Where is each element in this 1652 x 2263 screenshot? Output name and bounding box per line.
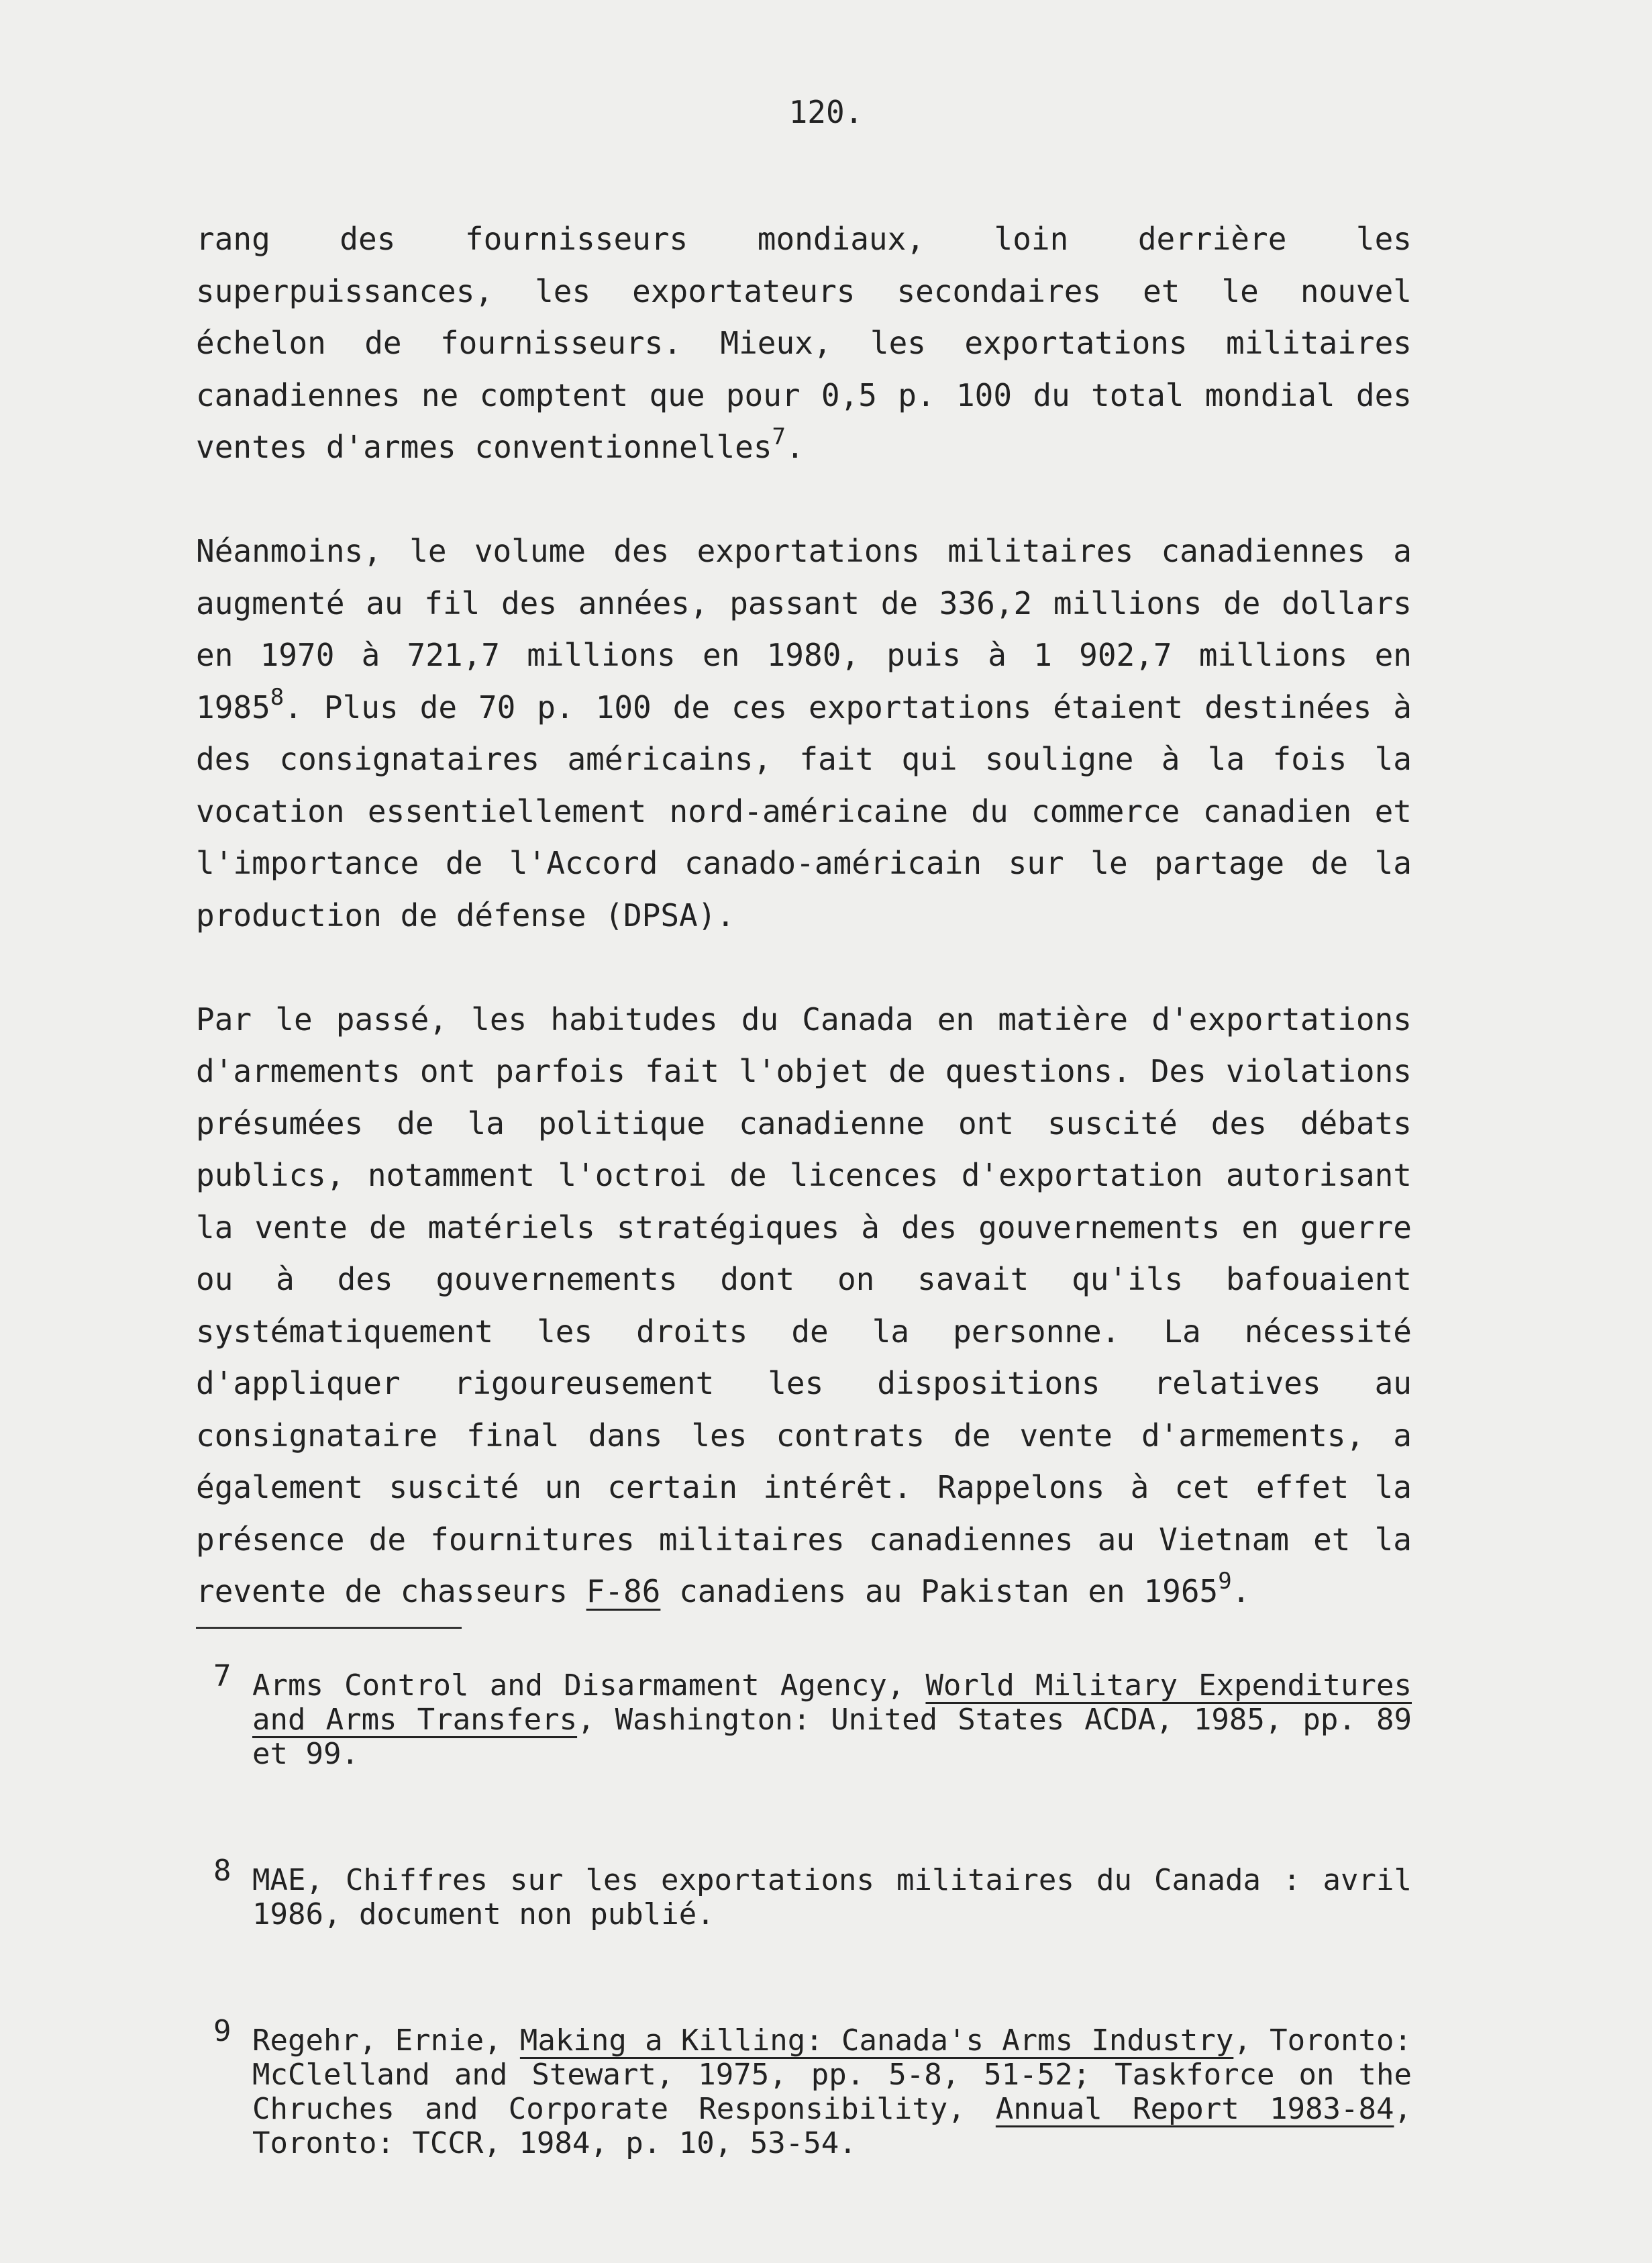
text-run: , Washington: United States ACDA, 1985, pp. 89 et 99.	[252, 1703, 1412, 1771]
underlined-term: F-86	[586, 1573, 661, 1609]
text-run: Regehr, Ernie,	[252, 2023, 520, 2058]
footnote-9	[213, 2014, 1412, 2160]
paragraph-3	[196, 994, 1412, 1618]
footnote-separator	[196, 1627, 462, 1629]
footnote-7	[213, 1659, 1412, 1771]
text-run: canadiens au Pakistan en 1965	[660, 1573, 1219, 1609]
citation-title: Making a Killing: Canada's Arms Industry	[519, 2023, 1234, 2058]
text-run: , Toronto: McClelland and Stewart, 1975, pp. 5-8, 51-52; Taskforce on the Chruches and Corporate Responsibility,	[252, 2023, 1412, 2126]
text-run: , Toronto: TCCR, 1984, p. 10, 53-54.	[252, 2092, 1412, 2160]
footnote-number: 8	[213, 1854, 231, 1888]
page-number: 120.	[788, 94, 864, 130]
footnotes	[213, 1659, 1412, 2252]
citation-title: World Military Expenditures and Arms Transfers	[252, 1668, 1412, 1737]
footnote-number: 9	[213, 2014, 231, 2048]
paragraph-2	[196, 525, 1412, 942]
text-run: Néanmoins, le volume des exportations militaires canadiennes a augmenté au fil des années, passant de 336,2 millions de dollars en 1970 à 721,7 millions en 1980, puis à 1 902,7 millions en 1985	[196, 533, 1412, 725]
text-run: Par le passé, les habitudes du Canada en matière d'exportations d'armements ont parfois fait l'objet de questions. Des violations présumées de la politique canadienne ont suscité des débats publics, notamment l'octroi de licences d'exportation autorisant la vente de matériels stratégiques à des gouvernements en guerre ou à des gouvernements dont on savait qu'ils bafouaient systématiquement les droits de la personne. La nécessité d'appliquer rigoureusement les dispositions relatives au consignataire final dans les contrats de vente d'armements, a également suscité un certain intérêt. Rappelons à cet effet la présence de fournitures militaires canadiennes au Vietnam et la revente de chasseurs	[196, 1001, 1412, 1609]
paragraph-1	[196, 213, 1412, 474]
text-run: rang des fournisseurs mondiaux, loin derrière les superpuissances, les exportateurs secondaires et le nouvel échelon de fournisseurs. Mieux, les exportations militaires canadiennes ne comptent que pour 0,5 p. 100 du total mondial des ventes d'armes conventionnelles	[196, 221, 1412, 465]
footnote-ref-8: 8	[270, 683, 285, 711]
footnote-8	[213, 1854, 1412, 1931]
footnote-ref-7: 7	[772, 423, 786, 450]
citation-title: Annual Report 1983-84	[995, 2092, 1394, 2126]
body-text	[196, 213, 1412, 1618]
text-run: .	[786, 429, 805, 465]
text-run: MAE, Chiffres sur les exportations militaires du Canada : avril 1986, document non publié.	[252, 1863, 1412, 1931]
text-run: .	[1231, 1573, 1251, 1609]
footnote-ref-9: 9	[1218, 1568, 1232, 1595]
text-run: Arms Control and Disarmament Agency,	[252, 1668, 926, 1703]
footnote-number: 7	[213, 1659, 231, 1693]
text-run: . Plus de 70 p. 100 de ces exportations étaient destinées à des consignataires américains, fait qui souligne à la fois la vocation essentiellement nord-américaine du commerce canadien et l'importance de l'Accord canado-américain sur le partage de la production de défense (DPSA).	[196, 689, 1412, 934]
